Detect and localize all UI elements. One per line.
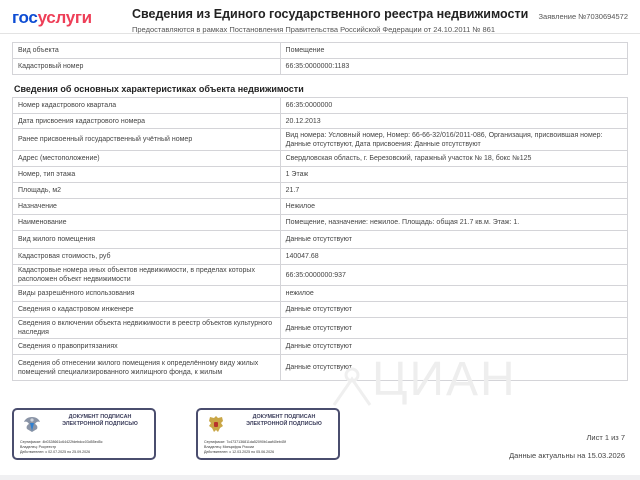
row-label: Номер, тип этажа	[13, 167, 281, 183]
row-label: Наименование	[13, 215, 281, 231]
row-label: Вид объекта	[13, 43, 281, 59]
signature-details	[20, 440, 103, 455]
table-row	[13, 43, 628, 59]
gosuslugi-logo	[12, 8, 92, 28]
signature-stamp	[196, 408, 340, 460]
row-label: Адрес (местоположение)	[13, 151, 281, 167]
table-row	[13, 129, 628, 151]
table-row	[13, 199, 628, 215]
row-value: Данные отсутствуют	[280, 231, 627, 249]
row-label: Сведения о правопритязаниях	[13, 339, 281, 355]
row-value: 66:35:0000000	[280, 98, 627, 114]
table-row	[13, 302, 628, 318]
table-row	[13, 249, 628, 265]
row-value: 66:35:0000000:937	[280, 265, 627, 286]
bottom-divider	[0, 475, 640, 480]
basic-info-table	[12, 42, 628, 75]
document-header	[0, 0, 640, 34]
table-row	[13, 151, 628, 167]
document-subtitle: Предоставляются в рамках Постановления Правительства Российской Федерации от 24.10.2011 № 861	[132, 25, 496, 34]
cian-watermark-icon	[330, 365, 374, 409]
rosreestr-emblem-icon	[22, 414, 42, 434]
logo-part-gos: гос	[12, 8, 38, 27]
application-number: Заявление №7030694572	[538, 12, 628, 21]
table-row	[13, 167, 628, 183]
row-value: Нежилое	[280, 199, 627, 215]
table-row	[13, 114, 628, 129]
table-row	[13, 265, 628, 286]
row-value: 21.7	[280, 183, 627, 199]
row-label: Виды разрешённого использования	[13, 286, 281, 302]
row-label: Дата присвоения кадастрового номера	[13, 114, 281, 129]
sheet-counter: Лист 1 из 7	[586, 433, 625, 442]
certificate-id: Сертификат: 4b0328661c64422fdebdcc03d55ed5c	[20, 440, 103, 444]
cian-watermark: ЦИАН	[372, 353, 517, 406]
signature-header: ДОКУМЕНТ ПОДПИСАН ЭЛЕКТРОННОЙ ПОДПИСЬЮ	[246, 414, 322, 427]
row-value: Данные отсутствуют	[280, 318, 627, 339]
row-label: Площадь, м2	[13, 183, 281, 199]
row-value: Свердловская область, г. Березовский, гаражный участок № 18, бокс №125	[280, 151, 627, 167]
row-label: Ранее присвоенный государственный учётный номер	[13, 129, 281, 151]
row-label: Сведения о кадастровом инженере	[13, 302, 281, 318]
signature-details	[204, 440, 286, 455]
table-row	[13, 355, 628, 381]
row-label: Кадастровые номера иных объектов недвижимости, в пределах которых расположен объект недвижимости	[13, 265, 281, 286]
section-title: Сведения об основных характеристиках объекта недвижимости	[14, 84, 304, 94]
row-label: Номер кадастрового квартала	[13, 98, 281, 114]
certificate-owner: Владелец: Росреестр	[20, 445, 57, 449]
table-row	[13, 318, 628, 339]
russia-coat-of-arms-icon	[206, 414, 226, 434]
row-label: Сведения об отнесении жилого помещения к определённому виду жилых помещений специализированного жилищного фонда, к жилым	[13, 355, 281, 381]
row-value: 140047.68	[280, 249, 627, 265]
certificate-id: Сертификат: 7c4737136811da52090b1aaf40eb45f	[204, 440, 286, 444]
row-value: 1 Этаж	[280, 167, 627, 183]
table-row	[13, 59, 628, 75]
row-value: Данные отсутствуют	[280, 302, 627, 318]
table-row	[13, 98, 628, 114]
logo-part-uslugi: услуги	[37, 8, 92, 27]
table-row	[13, 286, 628, 302]
row-value: Данные отсутствуют	[280, 355, 627, 381]
row-value: нежилое	[280, 286, 627, 302]
row-value: 66:35:0000000:1183	[280, 59, 627, 75]
row-label: Сведения о включении объекта недвижимости в реестр объектов культурного наследия	[13, 318, 281, 339]
table-row	[13, 231, 628, 249]
certificate-validity: Действителен: с 12.03.2025 по 05.06.2026	[204, 450, 275, 454]
row-label: Кадастровый номер	[13, 59, 281, 75]
row-value: Помещение	[280, 43, 627, 59]
signature-header: ДОКУМЕНТ ПОДПИСАН ЭЛЕКТРОННОЙ ПОДПИСЬЮ	[62, 414, 138, 427]
document-title: Сведения из Единого государственного реестра недвижимости	[132, 7, 529, 21]
row-label: Вид жилого помещения	[13, 231, 281, 249]
certificate-validity: Действителен: с 02.07.2025 по 25.09.2026	[20, 450, 91, 454]
row-value: 20.12.2013	[280, 114, 627, 129]
table-row	[13, 339, 628, 355]
row-value: Данные отсутствуют	[280, 339, 627, 355]
row-label: Назначение	[13, 199, 281, 215]
characteristics-table	[12, 97, 628, 381]
table-row	[13, 215, 628, 231]
row-value: Помещение, назначение: нежилое. Площадь: общая 21.7 кв.м. Этаж: 1.	[280, 215, 627, 231]
certificate-owner: Владелец: Минцифры России	[204, 445, 255, 449]
table-row	[13, 183, 628, 199]
row-label: Кадастровая стоимость, руб	[13, 249, 281, 265]
data-actual-date: Данные актуальны на 15.03.2026	[509, 451, 625, 460]
signature-stamp	[12, 408, 156, 460]
row-value: Вид номера: Условный номер, Номер: 66-66-32/016/2011-086, Организация, присвоившая номер: Данные отсутствуют, Дата присвоения: Данные отсутствуют	[280, 129, 627, 151]
